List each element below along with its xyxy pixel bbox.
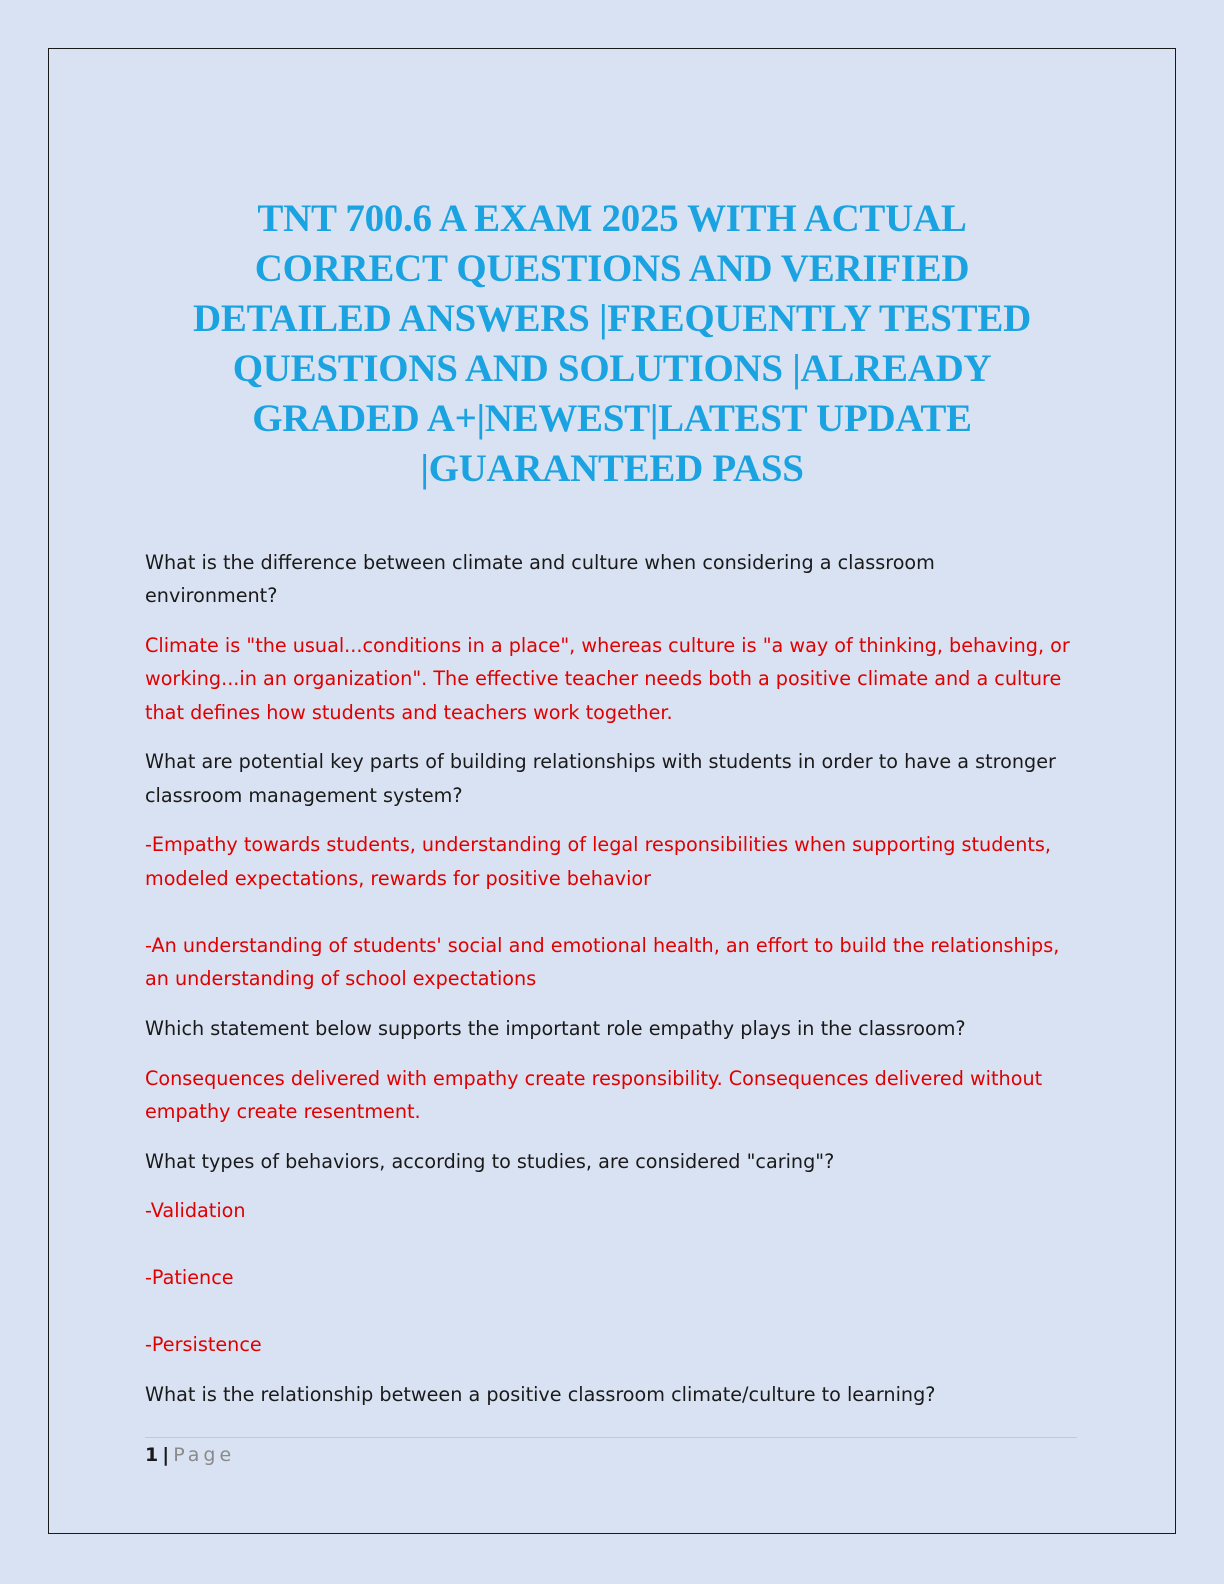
answer-item: -Patience: [145, 1266, 234, 1289]
answer-text: -An understanding of students' social and emotional health, an effort to build the relationships,: [145, 934, 1060, 957]
title-line: |GUARANTEED PASS: [420, 447, 804, 490]
answer-text: working...in an organization". The effective teacher needs both a positive climate and a culture: [145, 667, 1062, 690]
title-line: DETAILED ANSWERS |FREQUENTLY TESTED: [193, 297, 1031, 340]
question-text: Which statement below supports the important role empathy plays in the classroom?: [145, 1017, 966, 1040]
question-text: environment?: [145, 584, 278, 607]
answer-item: -Validation: [145, 1199, 246, 1222]
question-text: What is the relationship between a positive classroom climate/culture to learning?: [145, 1383, 936, 1406]
title-line: GRADED A+|NEWEST|LATEST UPDATE: [252, 397, 972, 440]
question-text: classroom management system?: [145, 784, 463, 807]
page-number: 1: [145, 1444, 159, 1466]
question-text: What is the difference between climate and culture when considering a classroom: [145, 551, 935, 574]
question-text: What are potential key parts of building relationships with students in order to have a stronger: [145, 750, 1056, 773]
footer-separator: |: [162, 1444, 170, 1466]
answer-item: -Persistence: [145, 1333, 262, 1356]
answer-text: that defines how students and teachers work together.: [145, 701, 673, 724]
title-line: QUESTIONS AND SOLUTIONS |ALREADY: [232, 347, 992, 390]
document-title: [120, 194, 1104, 494]
answer-text: empathy create resentment.: [145, 1100, 421, 1123]
title-line: CORRECT QUESTIONS AND VERIFIED: [254, 247, 970, 290]
answer-text: modeled expectations, rewards for positive behavior: [145, 867, 652, 890]
footer-divider: [145, 1437, 1077, 1438]
page-footer: [145, 1440, 235, 1470]
answer-text: an understanding of school expectations: [145, 967, 537, 990]
title-line: TNT 700.6 A EXAM 2025 WITH ACTUAL: [257, 197, 967, 240]
page-label: Page: [173, 1444, 236, 1466]
question-text: What types of behaviors, according to studies, are considered "caring"?: [145, 1150, 835, 1173]
answer-text: Climate is "the usual...conditions in a place", whereas culture is "a way of thinking, behaving, or: [145, 634, 1070, 657]
answer-text: Consequences delivered with empathy create responsibility. Consequences delivered without: [145, 1067, 1043, 1090]
answer-text: -Empathy towards students, understanding of legal responsibilities when supporting students,: [145, 833, 1051, 856]
